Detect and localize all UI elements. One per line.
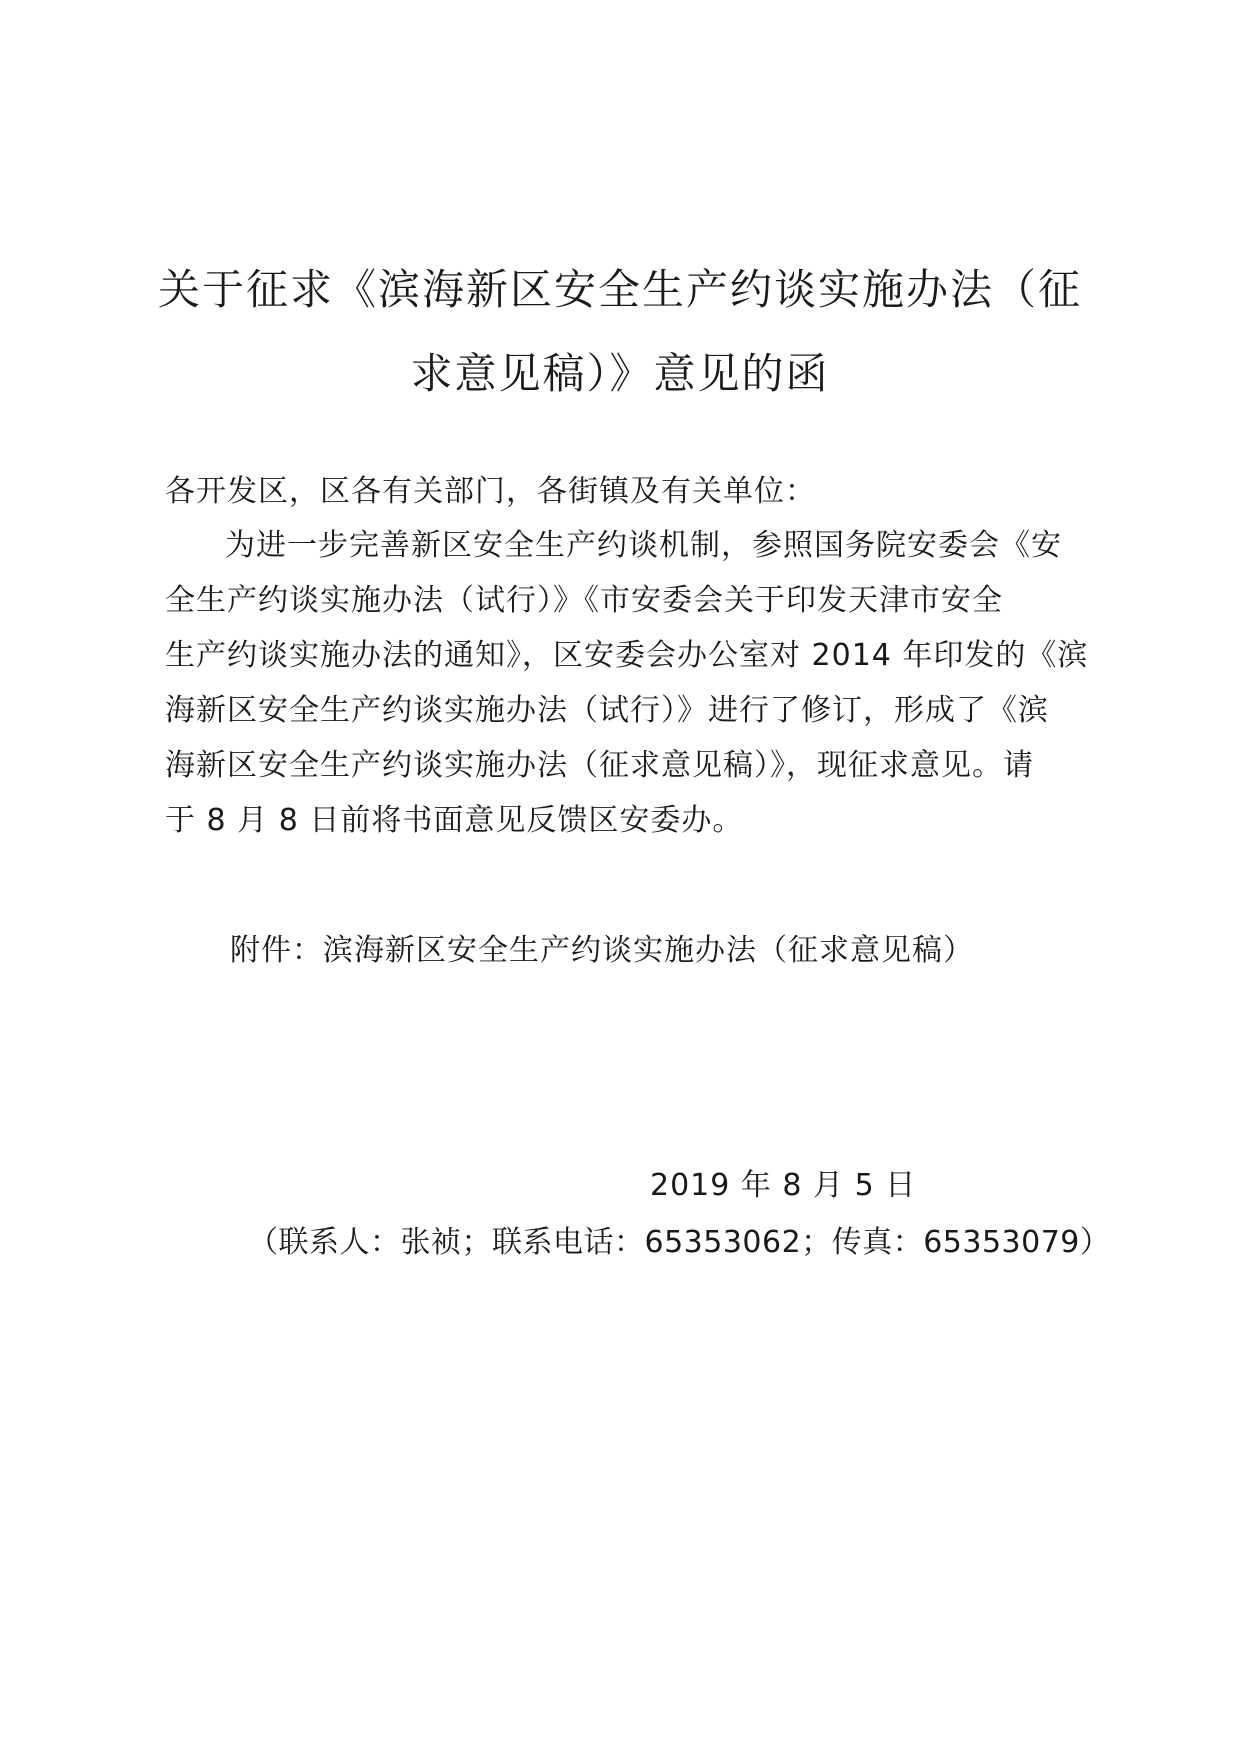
document-date: 2019 年 8 月 5 日 (650, 1168, 917, 1203)
salutation: 各开发区，区各有关部门，各街镇及有关单位： (165, 474, 816, 509)
body-line-1: 为进一步完善新区安全生产约谈机制，参照国务院安委会《安 (225, 528, 1062, 563)
title-line-2: 求意见稿）》意见的函 (410, 349, 830, 398)
document-title (150, 248, 1090, 416)
contact-info: （联系人：张祯；联系电话：65353062；传真：65353079） (248, 1225, 1111, 1260)
body-line-5: 海新区安全生产约谈实施办法（征求意见稿）》，现征求意见。请 (165, 748, 1034, 783)
body-line-4: 海新区安全生产约谈实施办法（试行）》进行了修订，形成了《滨 (165, 693, 1049, 728)
body-line-2: 全生产约谈实施办法（试行）》《市安委会关于印发天津市安全 (165, 583, 1003, 618)
body-line-3: 生产约谈实施办法的通知》，区安委会办公室对 2014 年印发的《滨 (165, 638, 1089, 673)
body-paragraph (165, 518, 1089, 848)
title-line-1: 关于征求《滨海新区安全生产约谈实施办法（征 (157, 265, 1082, 314)
body-line-6: 于 8 月 8 日前将书面意见反馈区安委办。 (165, 803, 744, 838)
attachment-note: 附件：滨海新区安全生产约谈实施办法（征求意见稿） (230, 933, 974, 968)
